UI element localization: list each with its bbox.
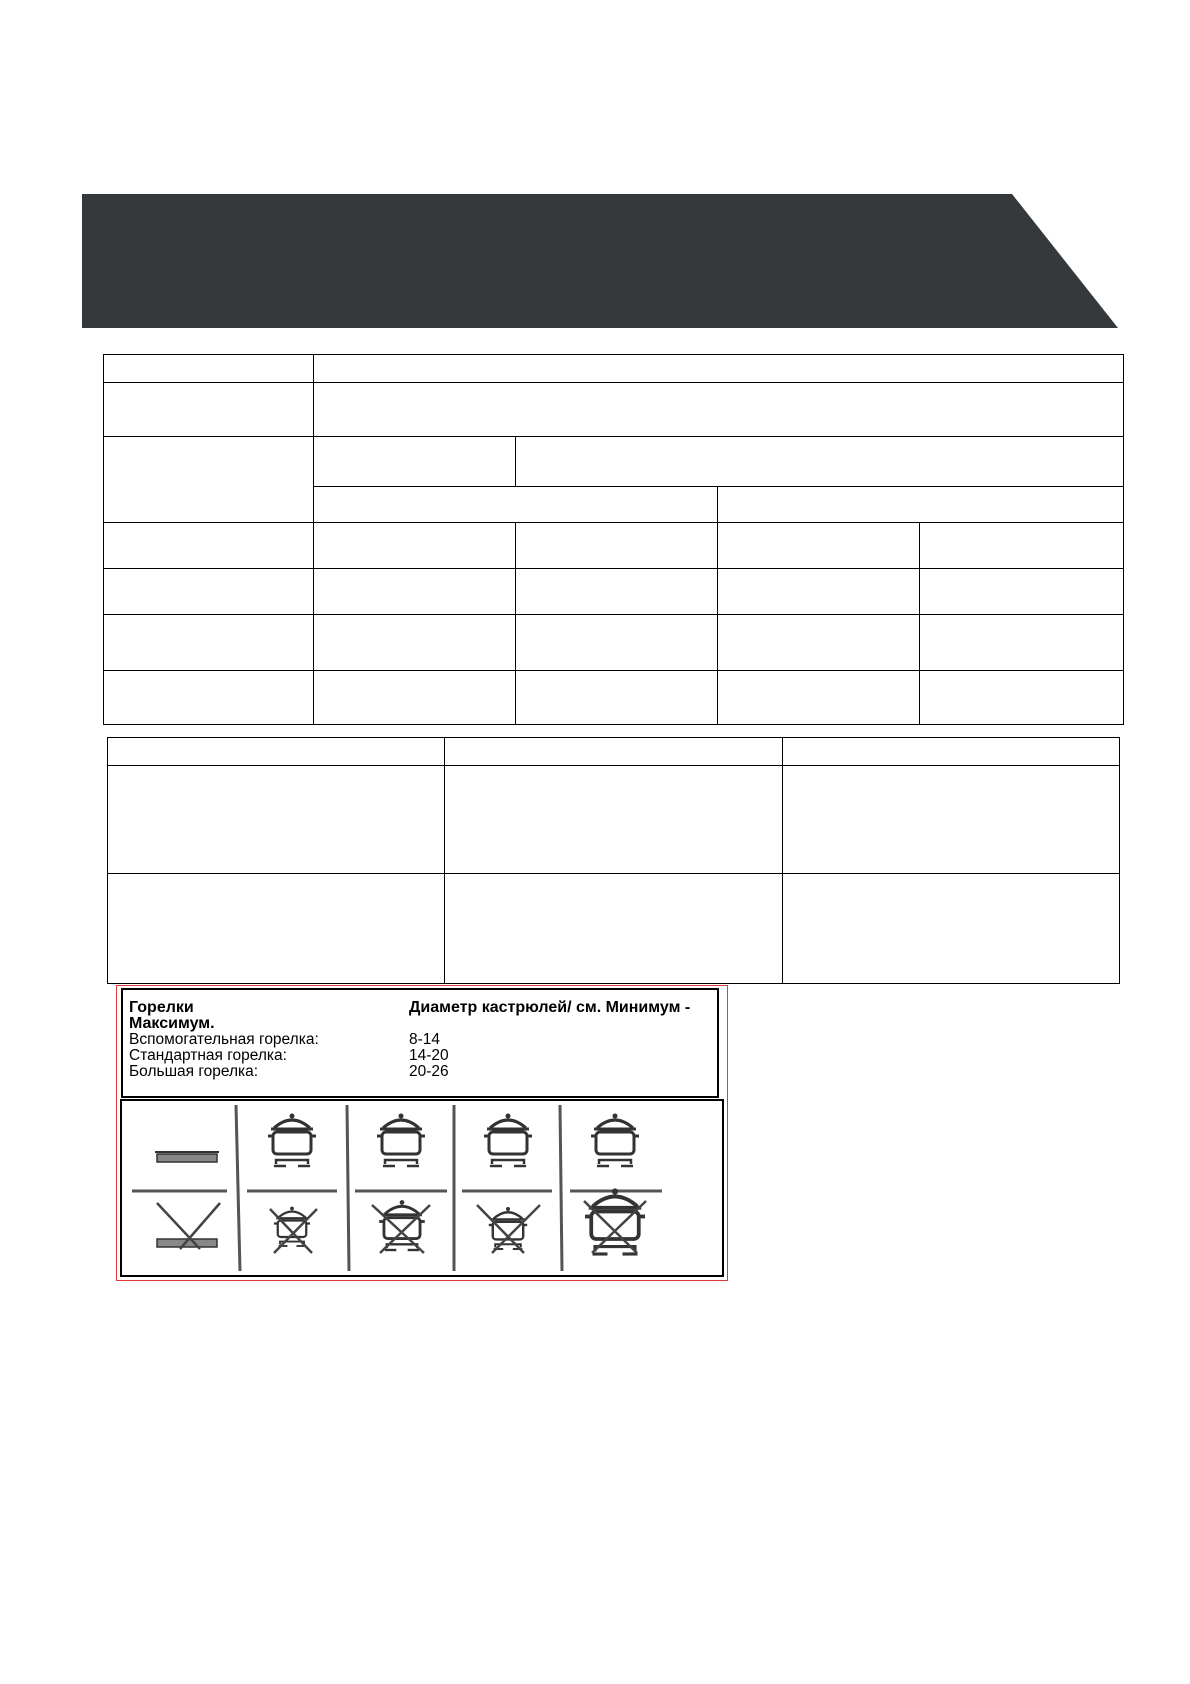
maximum-label: Максимум. [129, 1015, 215, 1032]
table-cell [445, 738, 783, 766]
table-cell [104, 523, 314, 569]
table-cell [104, 615, 314, 671]
table-cell [920, 615, 1124, 671]
cookware-diameter-figure [116, 985, 728, 1281]
table-cell [314, 383, 1124, 437]
section-header-banner [82, 194, 1118, 328]
table-row [129, 1048, 711, 1064]
cookware-illustration [122, 1101, 722, 1275]
diameter-heading: Диаметр кастрюлей/ см. Минимум - [409, 999, 691, 1016]
burner-name: Большая горелка: [129, 1063, 259, 1080]
table-cell [104, 671, 314, 725]
table-cell [718, 615, 920, 671]
table-cell [783, 766, 1120, 874]
burners-heading: Горелки [129, 999, 194, 1016]
diameter-range: 20-26 [409, 1063, 449, 1080]
burner-diameter-table [121, 988, 719, 1098]
table-cell [516, 523, 718, 569]
table-cell [314, 671, 516, 725]
table-cell [718, 569, 920, 615]
table-cell [314, 487, 718, 523]
pot-correct-icon [484, 1114, 532, 1167]
table-row [129, 1064, 711, 1080]
pot-crossed-icon [270, 1207, 317, 1253]
table-cell [445, 874, 783, 984]
pot-correct-icon [591, 1114, 639, 1167]
table-cell [783, 738, 1120, 766]
burner-name: Стандартная горелка: [129, 1047, 287, 1064]
table-row [129, 1032, 711, 1048]
table-cell [516, 671, 718, 725]
table-cell [108, 766, 445, 874]
table-cell [104, 437, 314, 523]
pot-correct-icon [377, 1114, 425, 1167]
table-cell [104, 383, 314, 437]
table-cell [314, 355, 1124, 383]
specifications-table [103, 354, 1124, 725]
table-cell [920, 671, 1124, 725]
diameter-range: 8-14 [409, 1031, 441, 1048]
table-cell [314, 615, 516, 671]
table-cell [718, 671, 920, 725]
table-cell [516, 569, 718, 615]
table-cell [104, 355, 314, 383]
table-cell [108, 738, 445, 766]
pot-crossed-icon [372, 1200, 430, 1253]
table-cell [783, 874, 1120, 984]
gas-table [107, 737, 1120, 984]
table-cell [104, 569, 314, 615]
table-cell [314, 523, 516, 569]
table-cell [445, 766, 783, 874]
table-cell [314, 569, 516, 615]
table-cell [516, 437, 1124, 487]
table-cell [314, 437, 516, 487]
table-cell [718, 487, 1124, 523]
pot-correct-icon [268, 1114, 316, 1167]
burner-name: Вспомогательная горелка: [129, 1031, 319, 1048]
table-cell [108, 874, 445, 984]
griddle-icon [155, 1152, 220, 1249]
table-cell [920, 569, 1124, 615]
pot-crossed-icon [477, 1205, 540, 1253]
table-cell [516, 615, 718, 671]
diameter-range: 14-20 [409, 1047, 449, 1064]
table-cell [718, 523, 920, 569]
cookware-icons-panel [120, 1099, 724, 1277]
table-cell [920, 523, 1124, 569]
pot-crossed-icon [584, 1188, 646, 1254]
